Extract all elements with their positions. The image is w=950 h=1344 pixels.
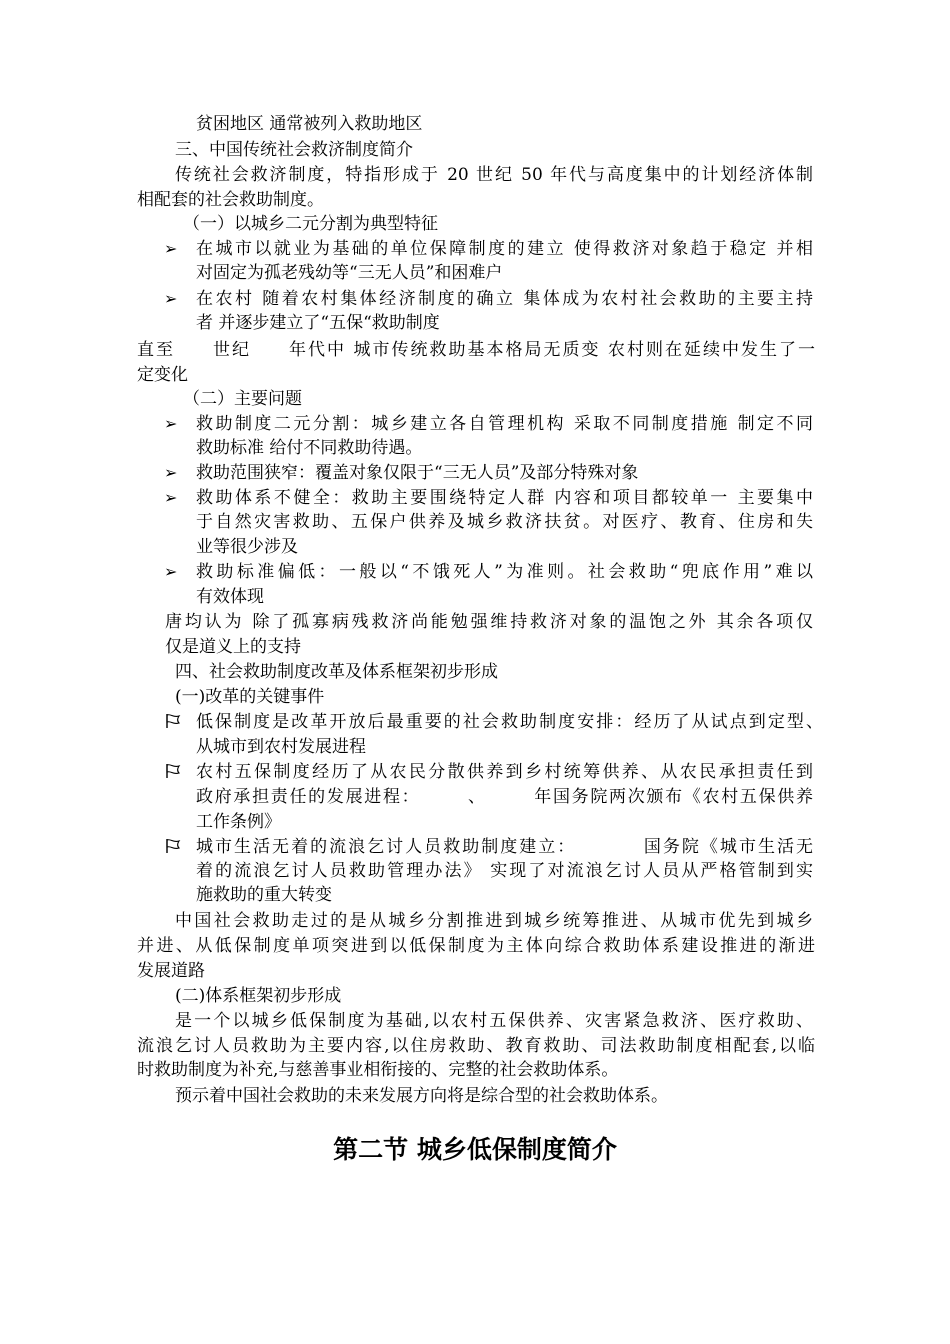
text-line: 中国社会救助走过的是从城乡分割推进到城乡统筹推进、从城市优先到城乡: [175, 911, 813, 931]
text-line: 有效体现: [196, 587, 264, 607]
arrow-bullet-icon: ➢: [164, 239, 178, 258]
text-line: 业等很少涉及: [196, 537, 298, 557]
text-line: (二)体系框架初步形成: [175, 986, 342, 1006]
text-line: 时救助制度为补充,与慈善事业相衔接的、完整的社会救助体系。: [137, 1060, 619, 1080]
flag-bullet-icon: [165, 838, 181, 854]
text-line: （二）主要问题: [183, 389, 302, 409]
text-line: 直至 世纪 年代中 城市传统救助基本格局无质变 农村则在延续中发生了一: [137, 340, 815, 360]
text-line: 于自然灾害救助、五保户供养及城乡救济扶贫。对医疗、教育、住房和失: [196, 512, 813, 532]
arrow-bullet-icon: ➢: [164, 463, 178, 482]
text-line: （一）以城乡二元分割为典型特征: [183, 214, 438, 234]
text-line: 预示着中国社会救助的未来发展方向将是综合型的社会救助体系。: [175, 1086, 668, 1106]
text-line: 四、社会救助制度改革及体系框架初步形成: [175, 662, 498, 682]
text-line: 城市生活无着的流浪乞讨人员救助制度建立： 国务院《城市生活无: [196, 837, 813, 857]
text-line: 贫困地区 通常被列入救助地区: [196, 114, 423, 134]
text-line: 施救助的重大转变: [196, 885, 332, 905]
text-line: 者 并逐步建立了“五保“救助制度: [196, 313, 440, 333]
flag-bullet-icon: [165, 713, 181, 729]
text-line: 定变化: [137, 365, 188, 385]
text-line: 发展道路: [137, 961, 205, 981]
text-line: 相配套的社会救助制度。: [137, 190, 324, 210]
text-line: 救助范围狭窄：覆盖对象仅限于“三无人员”及部分特殊对象: [196, 463, 639, 483]
text-line: 三、中国传统社会救济制度简介: [175, 140, 413, 160]
text-line: 救助标准偏低：一般以“不饿死人”为准则。社会救助“兜底作用”难以: [196, 562, 813, 582]
text-line: 工作条例》: [196, 812, 281, 832]
section-title: 第二节 城乡低保制度简介: [333, 1135, 617, 1164]
text-line: 在城市以就业为基础的单位保障制度的建立 使得救济对象趋于稳定 并相: [196, 239, 813, 259]
text-line: 流浪乞讨人员救助为主要内容,以住房救助、教育救助、司法救助制度相配套,以临: [137, 1036, 815, 1056]
text-line: 对固定为孤老残幼等“三无人员”和困难户: [196, 263, 503, 283]
arrow-bullet-icon: ➢: [164, 414, 178, 433]
text-line: 救助标准 给付不同救助待遇。: [196, 438, 423, 458]
text-line: 传统社会救济制度，特指形成于 20 世纪 50 年代与高度集中的计划经济体制: [175, 165, 813, 185]
flag-bullet-icon: [165, 763, 181, 779]
text-line: 低保制度是改革开放后最重要的社会救助制度安排：经历了从试点到定型、: [196, 712, 823, 732]
text-line: 着的流浪乞讨人员救助管理办法》 实现了对流浪乞讨人员从严格管制到实: [196, 861, 813, 881]
text-line: 在农村 随着农村集体经济制度的确立 集体成为农村社会救助的主要主持: [196, 289, 813, 309]
text-line: 救助体系不健全：救助主要围绕特定人群 内容和项目都较单一 主要集中: [196, 488, 813, 508]
text-line: 并进、从低保制度单项突进到以低保制度为主体向综合救助体系建设推进的渐进: [137, 936, 815, 956]
text-line: 是一个以城乡低保制度为基础,以农村五保供养、灾害紧急救济、医疗救助、: [175, 1011, 813, 1031]
arrow-bullet-icon: ➢: [164, 289, 178, 308]
text-line: 唐均认为 除了孤寡病残救济尚能勉强维持救济对象的温饱之外 其余各项仅: [165, 612, 813, 632]
text-line: 仅是道义上的支持: [165, 637, 301, 657]
text-line: 救助制度二元分割：城乡建立各自管理机构 采取不同制度措施 制定不同: [196, 414, 813, 434]
arrow-bullet-icon: ➢: [164, 562, 178, 581]
text-line: 农村五保制度经历了从农民分散供养到乡村统筹供养、从农民承担责任到: [196, 762, 813, 782]
arrow-bullet-icon: ➢: [164, 488, 178, 507]
text-line: (一)改革的关键事件: [175, 687, 325, 707]
text-line: 从城市到农村发展进程: [196, 737, 366, 757]
text-line: 政府承担责任的发展进程： 、 年国务院两次颁布《农村五保供养: [196, 787, 813, 807]
